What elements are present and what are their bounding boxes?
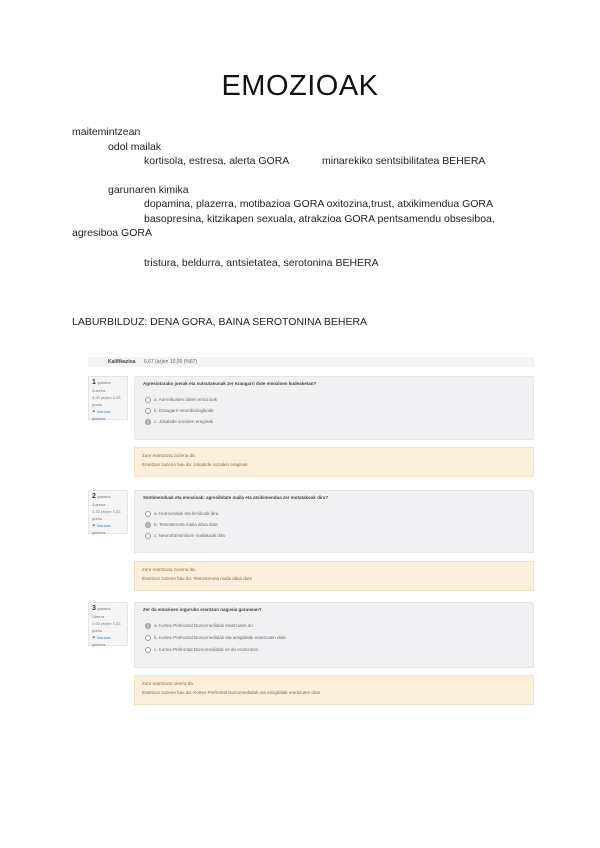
note-line-7: agresiboa GORA <box>72 227 152 239</box>
question-info-2 <box>88 490 128 534</box>
flag-question-link[interactable]: ⚑ Markatu galdera <box>92 635 112 647</box>
question-body-2 <box>134 490 534 553</box>
grade-value: 6,67 (ar)en 10,00 (%67) <box>144 359 198 365</box>
question-word: galdera <box>97 494 111 499</box>
quiz-screenshot <box>88 357 534 705</box>
note-line-1: maitemintzean <box>72 126 141 138</box>
note-line-5: dopamina, plazerra, motibazioa GORA oxitozina,trust, atxikimendua GORA <box>144 198 493 210</box>
answer-option[interactable]: c. Jokabide sozialen eraginak <box>145 419 213 425</box>
question-body-1 <box>134 376 534 440</box>
radio-icon <box>145 647 151 653</box>
feedback-result: Zure erantzuna zuzena da. <box>142 567 196 572</box>
flag-icon: ⚑ <box>92 409 97 414</box>
answer-option[interactable]: c. Kortex Prefrontal Dorsomedialak ez du erantzuten <box>145 647 259 653</box>
question-text: Agresiotarako joerak eta sutsutasunak zer ezaugarri dute emozioen kudeaketan? <box>143 381 317 386</box>
note-line-3b: minarekiko sentsibilitatea BEHERA <box>322 155 486 167</box>
radio-icon <box>145 635 151 641</box>
question-status: Zuzena <box>92 502 106 507</box>
question-points: 3,33 (ar)en 3,33 puntu <box>92 395 121 407</box>
question-word: galdera <box>97 380 111 385</box>
radio-icon <box>145 397 151 403</box>
answer-option[interactable]: b. Kortex Prefrontal Dorsomedialak eta amigdalak erantzuten dute <box>145 635 286 641</box>
question-info-1 <box>88 376 128 420</box>
question-number: 3 <box>92 605 96 612</box>
answer-option[interactable]: c. Neurotransmisore mailakoak dira <box>145 533 225 539</box>
feedback-correct-answer: Erantzun zuzena hau da: Kortex Prefrontal Dorsomedialak eta amigdalak erantzuten dute <box>142 690 321 695</box>
summary-line: LABURBILDUZ: DENA GORA, BAINA SEROTONINA BEHERA <box>72 316 368 328</box>
feedback-result: Zure erantzuna zuzena da. <box>142 453 196 458</box>
question-points: 0,00 (ar)en 3,33 puntu <box>92 621 121 633</box>
question-number: 1 <box>92 379 96 386</box>
radio-icon <box>145 623 151 629</box>
answer-option[interactable]: a. Hormonalak eta kimikoak dira <box>145 511 218 517</box>
question-points: 3,33 (ar)en 3,33 puntu <box>92 509 121 521</box>
feedback-correct-answer: Erantzun zuzena hau da: Testosterona maila altua dute <box>142 576 252 581</box>
question-number: 2 <box>92 493 96 500</box>
answer-option[interactable]: b. Ezaugarri neurobiologikoak <box>145 408 214 414</box>
radio-icon <box>145 419 151 425</box>
note-line-3a: kortisola, estresa, alerta GORA <box>144 155 290 167</box>
page-title: EMOZIOAK <box>221 70 379 102</box>
question-text: Zer da emozioen inguruko erantzun nagusia garunean? <box>143 607 262 612</box>
question-word: galdera <box>97 606 111 611</box>
radio-icon <box>145 511 151 517</box>
answer-option[interactable]: b. Testosterona maila altua dute <box>145 522 218 528</box>
feedback-result: Zure erantzuna okerra da. <box>142 681 195 686</box>
feedback-correct-answer: Erantzun zuzena hau da: Jokabide sozialen eraginak <box>142 462 248 467</box>
flag-question-link[interactable]: ⚑ Markatu galdera <box>92 523 112 535</box>
radio-icon <box>145 533 151 539</box>
quiz-header <box>88 357 534 367</box>
answer-option[interactable]: a. Aurreikusten duten emozioak <box>145 397 217 403</box>
flag-question-link[interactable]: ⚑ Markatu galdera <box>92 409 112 421</box>
flag-icon: ⚑ <box>92 635 97 640</box>
radio-icon <box>145 408 151 414</box>
question-info-3 <box>88 602 128 646</box>
note-line-2: odol mailak <box>108 141 162 153</box>
feedback-box-3 <box>134 675 534 705</box>
radio-icon <box>145 522 151 528</box>
question-status: Zuzena <box>92 388 106 393</box>
grade-label: Kalifikazioa <box>108 359 136 365</box>
feedback-box-2 <box>134 561 534 591</box>
note-line-4: garunaren kimika <box>108 184 189 196</box>
answer-option[interactable]: a. Kortex Prefrontal Dorsomedialak erantzuten du <box>145 623 253 629</box>
note-line-6: basopresina, kitzikapen sexuala, atrakzioa GORA pentsamendu obsesiboa, <box>144 213 495 225</box>
question-text: Sentimenduak eta emozioak: agresibitate maila eta atxikimendua zer motatakoak dira? <box>143 495 329 500</box>
note-line-8: tristura, beldurra, antsietatea, serotonina BEHERA <box>144 257 379 269</box>
flag-icon: ⚑ <box>92 523 97 528</box>
question-status: Okerra <box>92 614 105 619</box>
question-body-3 <box>134 602 534 668</box>
feedback-box-1 <box>134 447 534 477</box>
